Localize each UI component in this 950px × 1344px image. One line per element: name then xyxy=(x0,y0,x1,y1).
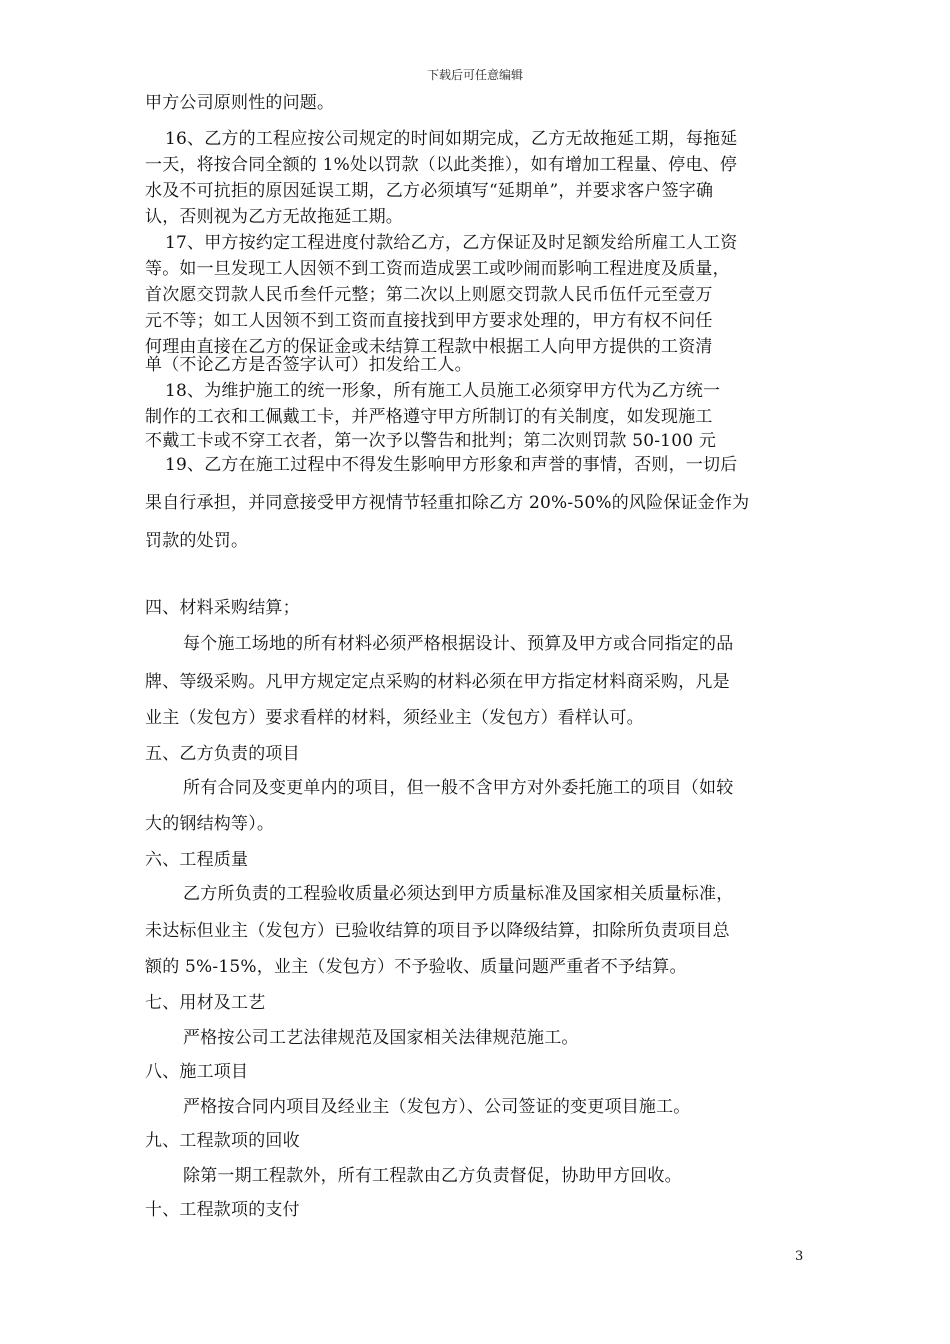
page-header: 下载后可任意编辑 xyxy=(426,68,523,82)
text-line: 罚款的处罚。 xyxy=(145,531,249,551)
text-line: 乙方所负责的工程验收质量必须达到甲方质量标准及国家相关质量标准， xyxy=(183,884,734,904)
text-line: 制作的工衣和工佩戴工卡，并严格遵守甲方所制订的有关制度，如发现施工 xyxy=(145,407,713,427)
text-line: 18、为维护施工的统一形象，所有施工人员施工必须穿甲方代为乙方统一 xyxy=(165,381,721,401)
text-line: 大的钢结构等）。 xyxy=(145,814,275,834)
text-line: 不戴工卡或不穿工衣者，第一次予以警告和批判；第二次则罚款 50-100 元 xyxy=(145,431,717,451)
text-line: 严格按合同内项目及经业主（发包方）、公司签证的变更项目施工。 xyxy=(183,1097,691,1117)
text-line: 严格按公司工艺法律规范及国家相关法律规范施工。 xyxy=(183,1028,579,1048)
section-heading: 七、用材及工艺 xyxy=(145,993,266,1013)
text-line: 元不等；如工人因领不到工资而直接找到甲方要求处理的，甲方有权不问任 xyxy=(145,311,713,331)
text-line: 16、乙方的工程应按公司规定的时间如期完成，乙方无故拖延工期，每拖延 xyxy=(165,129,738,149)
text-line: 业主（发包方）要求看样的材料，须经业主（发包方）看样认可。 xyxy=(145,708,644,728)
section-heading: 六、工程质量 xyxy=(145,850,249,870)
text-line: 认，否则视为乙方无故拖延工期。 xyxy=(145,207,403,227)
section-heading: 九、工程款项的回收 xyxy=(145,1131,300,1151)
section-heading: 五、乙方负责的项目 xyxy=(145,744,300,764)
text-line: 甲方公司原则性的问题。 xyxy=(145,93,335,113)
section-heading: 八、施工项目 xyxy=(145,1062,249,1082)
text-line: 一天，将按合同全额的 1%处以罚款（以此类推），如有增加工程量、停电、停 xyxy=(145,155,738,175)
text-line: 额的 5%-15%，业主（发包方）不予验收、质量问题严重者不予结算。 xyxy=(145,957,687,977)
text-line: 除第一期工程款外，所有工程款由乙方负责督促，协助甲方回收。 xyxy=(183,1166,682,1186)
section-heading: 十、工程款项的支付 xyxy=(145,1200,300,1220)
text-line: 单（不论乙方是否签字认可）扣发给工人。 xyxy=(145,355,472,375)
text-line: 何理由直接在乙方的保证金或未结算工程款中根据工人向甲方提供的工资清 xyxy=(145,337,713,357)
text-line: 每个施工场地的所有材料必须严格根据设计、预算及甲方或合同指定的品 xyxy=(183,634,734,654)
text-line: 首次愿交罚款人民币叁仟元整；第二次以上则愿交罚款人民币伍仟元至壹万 xyxy=(145,285,713,305)
text-line: 所有合同及变更单内的项目，但一般不含甲方对外委托施工的项目（如较 xyxy=(183,778,734,798)
text-line: 水及不可抗拒的原因延误工期，乙方必须填写“延期单”，并要求客户签字确 xyxy=(145,181,714,201)
text-line: 未达标但业主（发包方）已验收结算的项目予以降级结算，扣除所负责项目总 xyxy=(145,921,730,941)
text-line: 17、甲方按约定工程进度付款给乙方，乙方保证及时足额发给所雇工人工资 xyxy=(165,233,738,253)
text-line: 牌、等级采购。凡甲方规定定点采购的材料必须在甲方指定材料商采购，凡是 xyxy=(145,672,730,692)
section-heading: 四、材料采购结算； xyxy=(145,598,300,618)
text-line: 果自行承担，并同意接受甲方视情节轻重扣除乙方 20%-50%的风险保证金作为 xyxy=(145,493,750,513)
text-line: 19、乙方在施工过程中不得发生影响甲方形象和声誉的事情，否则，一切后 xyxy=(165,455,738,475)
text-line: 等。如一旦发现工人因领不到工资而造成罢工或吵闹而影响工程进度及质量， xyxy=(145,259,730,279)
page-number: 3 xyxy=(795,1249,804,1264)
